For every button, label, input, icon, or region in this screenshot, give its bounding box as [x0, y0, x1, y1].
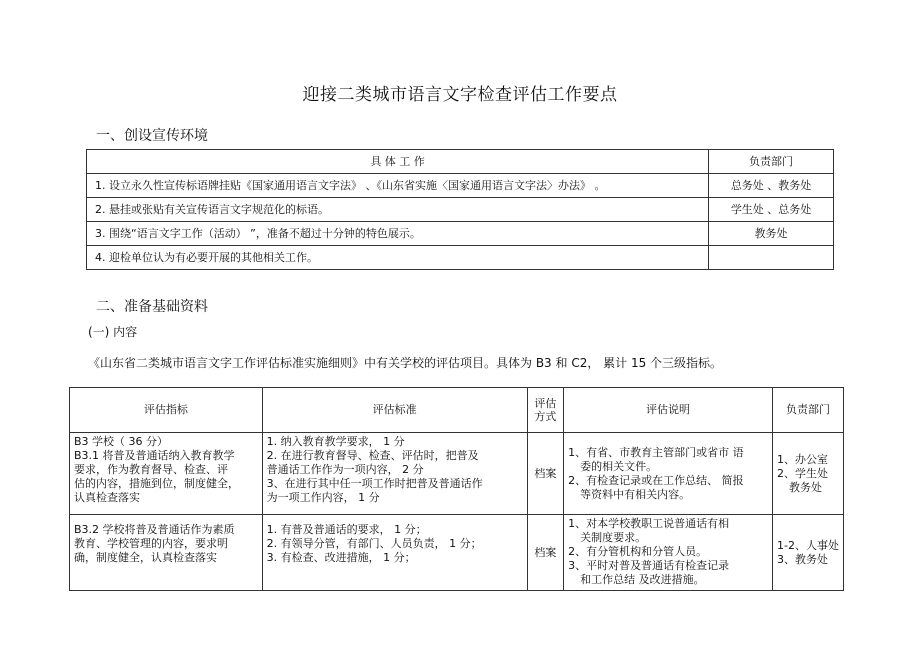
notes-line: 1、对本学校教职工说普通话有相: [568, 517, 730, 530]
assessment-table: [69, 387, 844, 591]
section2-heading: 二、准备基础资料: [96, 299, 208, 315]
notes-line: 1、有省、市教育主管部门或省市 语: [568, 445, 744, 459]
section1-heading: 一、创设宣传环境: [96, 128, 208, 144]
indicator-line: 教育、学校管理的内容，要求明: [74, 537, 228, 550]
table-row: [87, 174, 834, 198]
table-row: [87, 222, 834, 246]
table-row: [70, 433, 844, 515]
table-header-row: [87, 150, 834, 174]
standard-line: 1. 有普及普通话的要求， 1 分；: [266, 523, 427, 536]
method-cell: 档案: [527, 515, 563, 591]
dept-line: 1-2、人事处: [777, 538, 839, 552]
indicator-cell: [70, 515, 263, 591]
section2-subheading: (一) 内容: [88, 325, 138, 339]
indicator-line: B3.1 将普及普通话纳入教育教学: [74, 449, 235, 462]
page-title: 迎接二类城市语言文字检查评估工作要点: [302, 85, 618, 105]
header-standard: 评估标准: [262, 388, 527, 433]
work-table: [86, 149, 834, 270]
notes-line: 关制度要求。: [580, 531, 647, 544]
dept-cell: [773, 433, 844, 515]
standard-cell: [262, 433, 527, 515]
notes-line: 和工作总结 及改进措施。: [580, 573, 705, 586]
dept-line: 2、学生处: [777, 466, 829, 480]
indicator-line: B3.2 学校将普及普通话作为素质: [74, 523, 235, 536]
dept-line: 教务处: [789, 480, 823, 494]
table-header-row: [70, 388, 844, 433]
dept-cell: 教务处: [709, 222, 834, 246]
work-cell: 3. 围绕“语言文字工作（活动） ”，准备不超过十分钟的特色展示。: [87, 222, 709, 246]
standard-line: 2. 在进行教育督导、检查、评估时，把普及: [266, 449, 479, 462]
notes-cell: [564, 515, 773, 591]
indicator-line: B3 学校（ 36 分）: [74, 435, 169, 448]
work-cell: 4. 迎检单位认为有必要开展的其他相关工作。: [87, 246, 709, 270]
header-method: 评估方式: [527, 388, 563, 433]
header-dept: 负责部门: [773, 388, 844, 433]
standard-line: 3. 有检查、改进措施， 1 分；: [266, 551, 416, 564]
standard-line: 1. 纳入教育教学要求， 1 分: [266, 435, 405, 448]
header-notes: 评估说明: [564, 388, 773, 433]
notes-line: 3、平时对普及普通话有检查记录: [568, 559, 730, 572]
notes-line: 委的相关文件。: [580, 459, 658, 473]
section2-intro: 《山东省二类城市语言文字工作评估标准实施细则》中有关学校的评估项目。具体为 B3 和 C2， 累计 15 个三级指标。: [88, 356, 723, 370]
dept-cell: 总务处 、教务处: [709, 174, 834, 198]
indicator-cell: [70, 433, 263, 515]
indicator-line: 确，制度健全，认真检查落实: [74, 551, 217, 564]
table-row: [87, 198, 834, 222]
standard-line: 为一项工作内容， 1 分: [266, 491, 380, 504]
notes-line: 2、有分管机构和分管人员。: [568, 545, 708, 558]
indicator-line: 要求，作为教育督导、检查、评: [74, 463, 228, 476]
table-row: [87, 246, 834, 270]
indicator-line: 估的内容，措施到位，制度健全，: [74, 477, 239, 490]
standard-line: 3、在进行其中任一项工作时把普及普通话作: [266, 477, 483, 490]
work-cell: 2. 悬挂或张贴有关宣传语言文字规范化的标语。: [87, 198, 709, 222]
notes-line: 2、有检查记录或在工作总结、 简报: [568, 473, 744, 487]
header-dept: 负责部门: [709, 150, 834, 174]
standard-line: 普通话工作作为一项内容， 2 分: [266, 463, 424, 476]
dept-cell: 学生处 、总务处: [709, 198, 834, 222]
dept-cell: [773, 515, 844, 591]
dept-line: 1、办公室: [777, 452, 829, 466]
method-cell: 档案: [527, 433, 563, 515]
table-row: [70, 515, 844, 591]
indicator-line: 认真检查落实: [74, 491, 140, 504]
standard-line: 2. 有领导分管，有部门、人员负责， 1 分；: [266, 537, 482, 550]
dept-cell: [709, 246, 834, 270]
notes-cell: [564, 433, 773, 515]
notes-line: 等资料中有相关内容。: [580, 487, 691, 501]
header-indicator: 评估指标: [70, 388, 263, 433]
header-work: 具 体 工 作: [87, 150, 709, 174]
work-cell: 1. 设立永久性宣传标语牌挂贴《国家通用语言文字法》 、《山东省实施〈国家通用语言文字法〉办法》 。: [87, 174, 709, 198]
dept-line: 3、教务处: [777, 552, 829, 566]
standard-cell: [262, 515, 527, 591]
